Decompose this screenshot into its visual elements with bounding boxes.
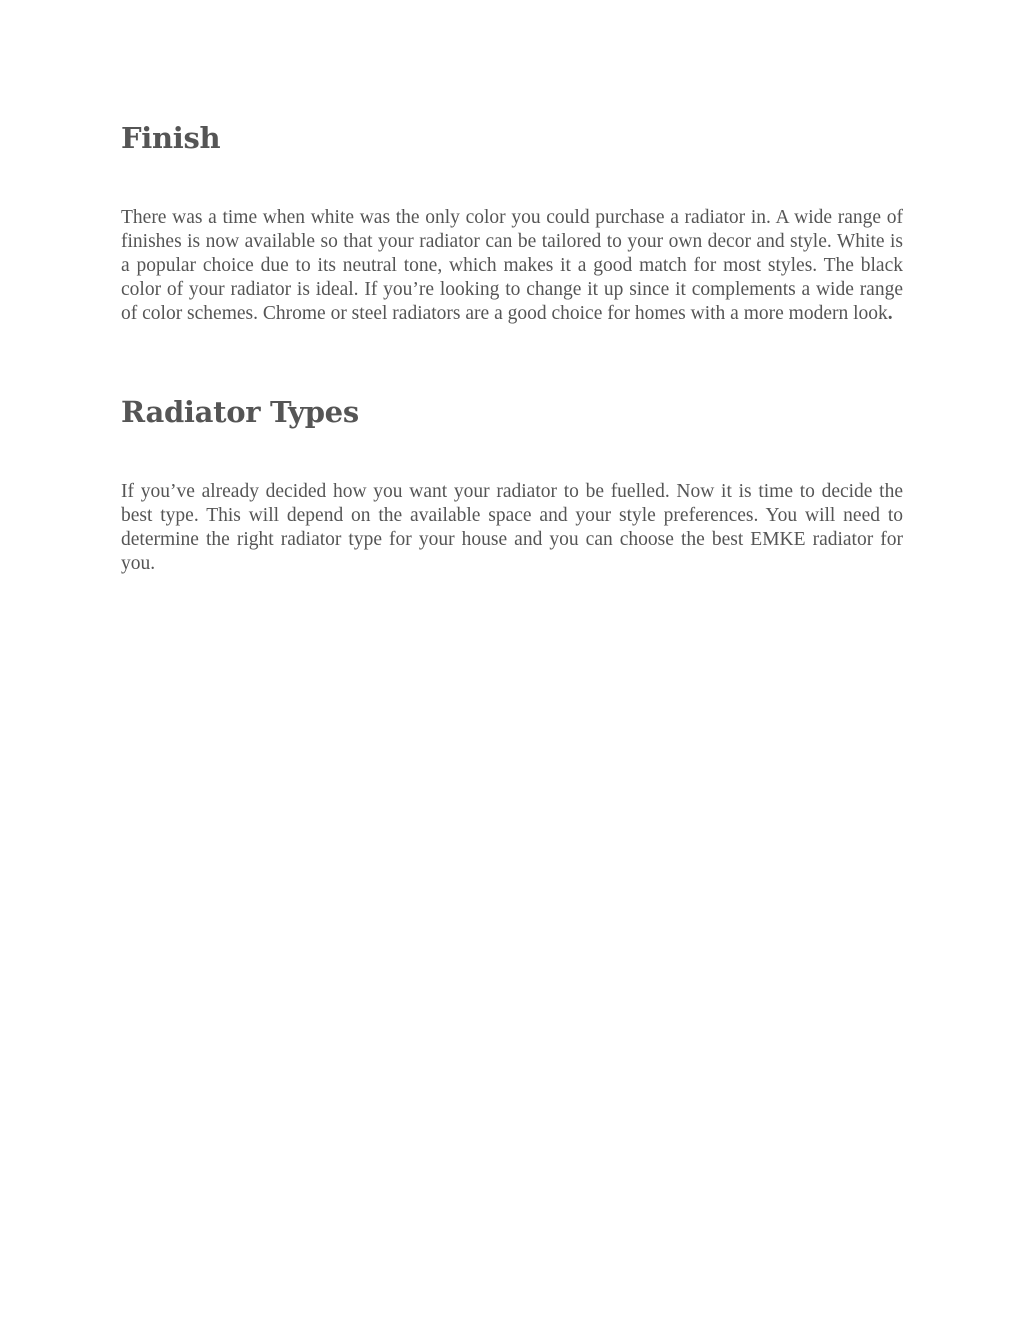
section-heading-finish: Finish [121,121,221,155]
section-heading-radiator-types: Radiator Types [121,395,359,429]
finish-paragraph-text: There was a time when white was the only color you could purchase a radiator in. A wide range of finishes is now available so that your radiator can be tailored to your own decor and style. White is a popular choice due to its neutral tone, which makes it a good match for most styles. The black color of your radiator is ideal. If you’re looking to change it up since it complements a wide range of color schemes. Chrome or steel radiators are a good choice for homes with a more modern look [121,207,903,324]
section-body-finish [121,206,903,326]
finish-paragraph-period: . [887,303,893,324]
section-body-radiator-types: If you’ve already decided how you want your radiator to be fuelled. Now it is time to decide the best type. This will depend on the available space and your style preferences. You will need to determine the right radiator type for your house and you can choose the best EMKE radiator for you. [121,481,903,574]
